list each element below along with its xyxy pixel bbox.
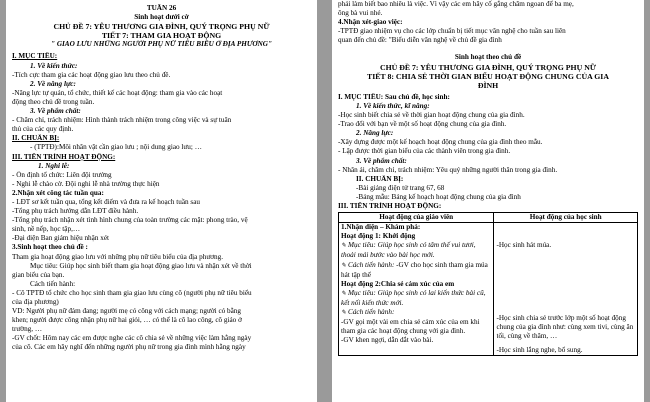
table-header-row [339, 213, 638, 223]
table-row [339, 223, 638, 355]
student-activity-cell [494, 223, 638, 355]
text-line: quan đến chủ đề: "Biểu diễn văn nghệ về chủ đề gia đình [338, 36, 502, 45]
subsection-ceremony: 1. Nghi lễ: [38, 161, 70, 170]
text-line: -Tích cực tham gia các hoạt động giao lưu theo chủ đề. [12, 70, 171, 79]
subsection-qualities: 3. Về phẩm chất: [30, 107, 81, 116]
student-line: -Học sinh hát múa. [496, 241, 552, 250]
teacher-line: Mục tiêu: Giúp học sinh có tâm thế vui tươi, thoải mái bước vào bài học mới. [341, 241, 476, 260]
teacher-line: Hoạt động 2:Chia sẻ cảm xúc của em [341, 279, 455, 288]
section-objectives: I. MỤC TIÊU: Sau chủ đề, học sinh: [338, 92, 450, 101]
subsection-topic-activity: 3.Sinh hoạt theo chủ đề : [12, 243, 88, 252]
subsection-review: 2.Nhận xét công tác tuần qua: [12, 188, 104, 197]
text-line: -Tổng phụ trách hướng dẫn LĐT điều hành. [12, 207, 139, 216]
subsection-competence: 2. Về năng lực: [30, 79, 76, 88]
student-line: -Học sinh lắng nghe, bổ sung. [496, 345, 583, 354]
text-line: Tham gia hoạt động giao lưu với những phụ nữ tiêu biểu của địa phương. [12, 252, 224, 261]
teacher-line: -GV gọi một vài em chia sẻ cảm xúc của em khi tham gia các hoạt động chung với gia đình. [341, 318, 480, 336]
section-procedure: III. TIẾN TRÌNH HOẠT ĐỘNG: [12, 152, 116, 161]
pencil-icon: ✎ [341, 290, 347, 297]
teacher-column-header: Hoạt động của giáo viên [339, 213, 494, 223]
text-line: Cách tiến hành: [30, 279, 76, 288]
teacher-line: Cách tiến hành: [348, 260, 395, 269]
text-line: khen; người được công nhận phụ nữ hai giỏi, … có thể là cô lao công, cô giáo ở [12, 316, 242, 325]
section-objectives: I. MỤC TIÊU: [12, 52, 58, 61]
subsection-assignment: 4.Nhận xét-giao việc: [338, 18, 403, 27]
lesson-heading-cont: ĐÌNH [477, 80, 499, 90]
subsection-knowledge: 1. Về kiến thức, kĩ năng: [356, 101, 430, 110]
student-column-header: Hoạt động của học sinh [494, 213, 638, 223]
text-line: Mục tiêu: Giúp học sinh biết tham gia hoạt động giao lưu và nhận xét về thời [30, 261, 252, 270]
subsection-knowledge: 1. Về kiến thức: [30, 61, 78, 70]
section-procedure: III. TIẾN TRÌNH HOẠT ĐỘNG: [338, 201, 442, 210]
text-line: -Trao đổi với bạn về một số hoạt động chung của gia đình. [338, 120, 507, 129]
teacher-activity-cell [339, 223, 494, 355]
right-document-page [332, 0, 644, 402]
text-line: - LĐT sơ kết tuần qua, tổng kết điểm và đưa ra kế hoạch tuần sau [12, 197, 200, 206]
text-line: sinh, nề nếp, học tập,… [12, 225, 81, 234]
text-line: -TPTĐ giao nhiệm vụ cho các lớp chuẩn bị tiết mục văn nghệ cho tuần sau liên [338, 27, 566, 36]
text-line: trường, … [12, 325, 43, 334]
pencil-icon: ✎ [341, 262, 347, 269]
section-preparation: II. CHUẨN BỊ: [356, 174, 404, 183]
text-line: - Lập được thời gian biểu của các thành viên trong gia đình. [338, 147, 511, 156]
lesson-subtitle: " GIAO LƯU NHỮNG NGƯỜI PHỤ NỮ TIÊU BIỂU Ở ĐỊA PHƯƠNG" [51, 40, 272, 49]
text-line: phải làm biết bao nhiêu là việc. Vì vậy các em hãy cố gắng chăm ngoan để ba mẹ, [338, 0, 574, 8]
teacher-line: Cách tiến hành: [348, 308, 395, 316]
text-line: VD: Người phụ nữ đảm đang; người mẹ có công với cách mạng; người có bằng [12, 307, 241, 316]
topic-heading: CHỦ ĐỀ 7: YÊU THƯƠNG GIA ĐÌNH, QUÝ TRỌNG PHỤ NỮ [379, 62, 597, 72]
session-heading: Sinh hoạt dưới cờ [134, 13, 189, 22]
text-line: -Học sinh biết chia sẻ về thời gian hoạt động chung của gia đình. [338, 111, 525, 120]
text-line: -Bảng mẫu: Bảng kế hoạch hoạt động chung của gia đình [356, 192, 521, 201]
text-line: - Nghi lễ chào cờ. Đội nghi lễ nhà trường thực hiện [12, 179, 160, 188]
lesson-heading: TIẾT 7: THAM GIA HOẠT ĐỘNG [101, 31, 222, 41]
text-line: của địa phương) [12, 298, 59, 306]
text-line: -Xây dựng được một kế hoạch hoạt động chung của gia đình theo mẫu. [338, 138, 543, 147]
text-line: gian biểu của bạn. [12, 270, 65, 279]
teacher-line: -GV khen ngợi, dẫn dắt vào bài. [341, 336, 434, 345]
text-line: của cô. Các em hãy nghĩ đến những người phụ nữ trong gia đình mình hằng ngày [12, 343, 246, 352]
text-line: - Nhân ái, chăm chỉ, trách nhiệm: Yêu quý những người thân trong gia đình. [338, 165, 558, 174]
week-heading: TUẦN 26 [146, 4, 177, 12]
text-line: - Chăm chỉ, trách nhiệm: Hình thành trách nhiệm trong công việc và sự tuân [12, 116, 232, 125]
teacher-line: Hoạt động 1: Khởi động [341, 232, 416, 241]
topic-heading: CHỦ ĐỀ 7: YÊU THƯƠNG GIA ĐÌNH, QUÝ TRỌNG PHỤ NỮ [53, 22, 270, 32]
pencil-icon: ✎ [341, 310, 347, 316]
subsection-competence: 2. Năng lực: [356, 129, 394, 138]
text-line: ông bà vui nhé. [338, 9, 383, 18]
teacher-line: Mục tiêu: Giúp học sinh có lai kiến thức bài cũ, kết nối kiến thức mới. [341, 288, 486, 307]
text-line: -Tổng phụ trách nhận xét tình hình chung của toàn trường các mặt: phong trào, vệ [12, 216, 248, 225]
text-line: - (TPTĐ):Môi nhân vật cần giao lưu ; nội dung giao lưu; … [30, 143, 202, 152]
teacher-line: 1.Nhận diện – Khám phá: [341, 223, 421, 232]
text-line: -Năng lực tự quản, tổ chức, thiết kế các hoạt động: tham gia vào các hoạt [12, 88, 223, 97]
text-line: - Ổn định tổ chức: Liên đội trưởng [12, 170, 112, 179]
text-line: thủ của các quy định. [12, 125, 74, 134]
text-line: -GV chốt: Hôm nay các em được nghe các cô chia sẻ về những việc làm hằng ngày [12, 334, 252, 343]
session-heading: Sinh hoạt theo chủ đề [454, 53, 522, 62]
section-preparation: II. CHUẨN BỊ: [12, 134, 60, 143]
text-line: động theo chủ đề trong tuần. [12, 97, 95, 106]
subsection-qualities: 3. Về phẩm chất: [356, 156, 407, 165]
student-line: -Học sinh chia sẻ trước lớp một số hoạt động chung của gia đình như: cùng xem tivi, cùng ăn tối, cùng về thăm, … [496, 314, 634, 341]
pencil-icon: ✎ [341, 243, 347, 250]
text-line: -Bài giảng điện tử trang 67, 68 [356, 183, 445, 192]
lesson-heading: TIẾT 8: CHIA SẺ THỜI GIAN BIỂU HOẠT ĐỘNG CHUNG CỦA GIA [367, 71, 609, 81]
text-line: - Cô TPTĐ tổ chức cho học sinh tham gia giao lưu cùng cô (người phụ nữ tiêu biểu [12, 288, 252, 297]
activity-table [338, 212, 638, 356]
text-line: -Đại diện Ban giám hiệu nhận xét [12, 234, 110, 243]
left-document-page [6, 0, 317, 402]
teacher-line: -GV cho học sinh tham gia múa hát tập thể [341, 260, 488, 279]
